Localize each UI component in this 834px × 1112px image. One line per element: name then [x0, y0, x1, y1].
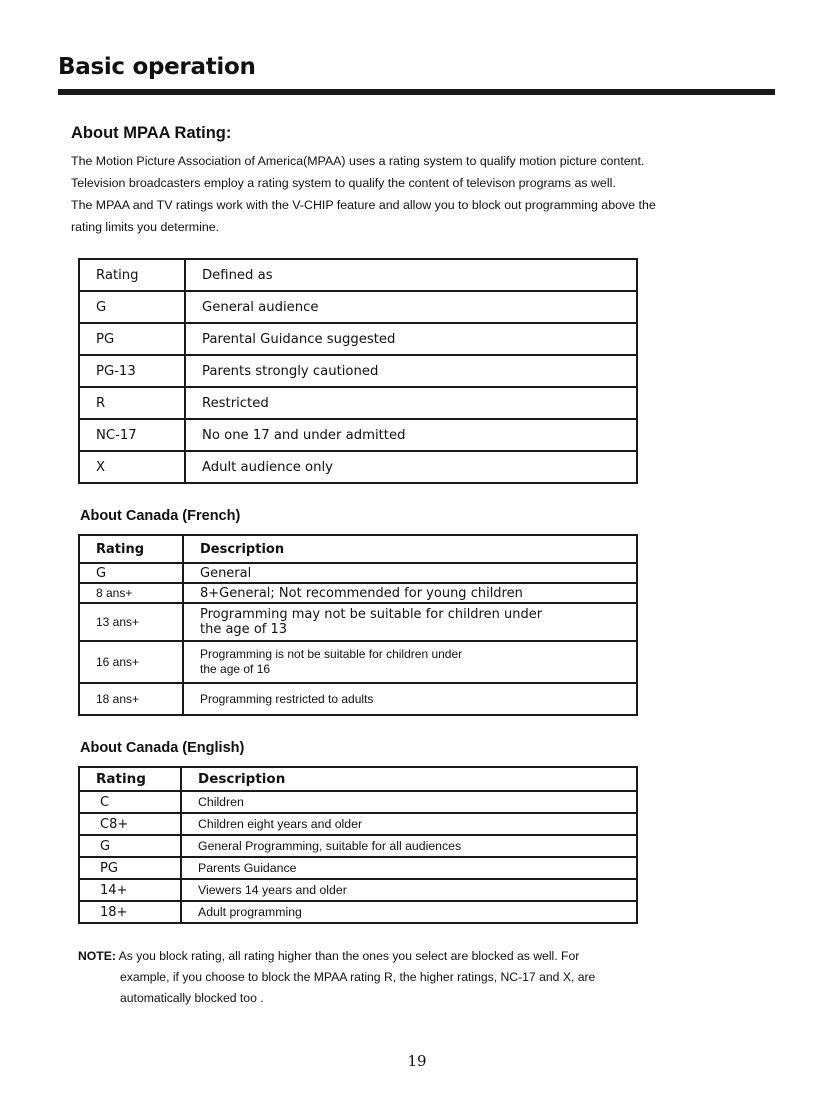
rating-cell: G: [79, 835, 181, 857]
description-cell: Children: [181, 791, 637, 813]
rating-cell: 18+: [79, 901, 181, 923]
rating-cell: 14+: [79, 879, 181, 901]
rating-cell: C: [79, 791, 181, 813]
table-row: [79, 879, 637, 901]
column-header-description: Description: [183, 535, 637, 563]
rating-cell: 16 ans+: [79, 641, 183, 683]
mpaa-intro: [71, 150, 771, 238]
rating-cell: 8 ans+: [79, 583, 183, 603]
description-cell: [183, 641, 637, 683]
canada-english-table: [78, 766, 638, 924]
table-row: [79, 641, 637, 683]
intro-line: The Motion Picture Association of America(MPAA) uses a rating system to qualify motion picture content.: [71, 154, 645, 168]
title-rule: [58, 89, 775, 95]
rating-cell: PG: [79, 323, 185, 355]
note-line: example, if you choose to block the MPAA rating R, the higher ratings, NC-17 and X, are: [120, 970, 596, 984]
description-cell: Parents Guidance: [181, 857, 637, 879]
rating-cell: G: [79, 291, 185, 323]
description-line: Programming may not be suitable for children under: [200, 607, 543, 622]
rating-cell: NC-17: [79, 419, 185, 451]
table-row: [79, 419, 637, 451]
description-line: 8+General; Not recommended for young children: [200, 585, 523, 601]
table-row: [79, 901, 637, 923]
rating-cell: G: [79, 563, 183, 583]
mpaa-rating-table: [78, 258, 638, 484]
intro-line: Television broadcasters employ a rating system to qualify the content of televison programs as well.: [71, 176, 616, 190]
column-header-rating: Rating: [79, 535, 183, 563]
description-cell: [183, 563, 637, 583]
rating-cell: R: [79, 387, 185, 419]
table-row: [79, 563, 637, 583]
description-cell: [183, 603, 637, 641]
rating-cell: PG-13: [79, 355, 185, 387]
table-row: [79, 291, 637, 323]
definition-cell: General audience: [185, 291, 637, 323]
column-header-rating: Rating: [79, 259, 185, 291]
rating-cell: PG: [79, 857, 181, 879]
rating-cell: C8+: [79, 813, 181, 835]
table-row: [79, 355, 637, 387]
table-row: [79, 583, 637, 603]
table-row: [79, 323, 637, 355]
canada-french-heading: About Canada (French): [80, 508, 241, 524]
definition-cell: Adult audience only: [185, 451, 637, 483]
description-line: Programming restricted to adults: [200, 691, 374, 706]
column-header-rating: Rating: [79, 767, 181, 791]
table-row: [79, 857, 637, 879]
description-cell: General Programming, suitable for all audiences: [181, 835, 637, 857]
column-header-defined-as: Defined as: [185, 259, 637, 291]
note-line: [78, 946, 678, 967]
table-row: [79, 603, 637, 641]
table-row: [79, 451, 637, 483]
mpaa-heading: About MPAA Rating:: [71, 124, 232, 142]
table-header-row: [79, 259, 637, 291]
column-header-description: Description: [181, 767, 637, 791]
rating-cell: 18 ans+: [79, 683, 183, 715]
table-row: [79, 835, 637, 857]
description-cell: [183, 583, 637, 603]
description-cell: Viewers 14 years and older: [181, 879, 637, 901]
page-number: 19: [407, 1052, 427, 1070]
table-row: [79, 683, 637, 715]
canada-french-table: [78, 534, 638, 716]
page-title: Basic operation: [58, 54, 256, 80]
table-row: [79, 791, 637, 813]
description-cell: Adult programming: [181, 901, 637, 923]
description-cell: Children eight years and older: [181, 813, 637, 835]
intro-line: rating limits you determine.: [71, 220, 220, 234]
note-text: As you block rating, all rating higher than the ones you select are blocked as well. For: [115, 949, 580, 963]
intro-line: The MPAA and TV ratings work with the V-CHIP feature and allow you to block out programming above the: [71, 198, 656, 212]
rating-cell: X: [79, 451, 185, 483]
description-line: the age of 13: [200, 622, 288, 637]
definition-cell: No one 17 and under admitted: [185, 419, 637, 451]
rating-cell: 13 ans+: [79, 603, 183, 641]
table-header-row: [79, 535, 637, 563]
table-header-row: [79, 767, 637, 791]
description-cell: [183, 683, 637, 715]
note: [78, 946, 678, 1009]
table-row: [79, 813, 637, 835]
definition-cell: Parental Guidance suggested: [185, 323, 637, 355]
note-label: NOTE:: [78, 949, 116, 963]
definition-cell: Parents strongly cautioned: [185, 355, 637, 387]
note-line: automatically blocked too .: [120, 991, 264, 1005]
canada-english-heading: About Canada (English): [80, 740, 245, 756]
definition-cell: Restricted: [185, 387, 637, 419]
description-line: General: [200, 565, 252, 581]
description-line: the age of 16: [200, 662, 271, 676]
table-row: [79, 387, 637, 419]
description-line: Programming is not be suitable for children under: [200, 647, 463, 661]
